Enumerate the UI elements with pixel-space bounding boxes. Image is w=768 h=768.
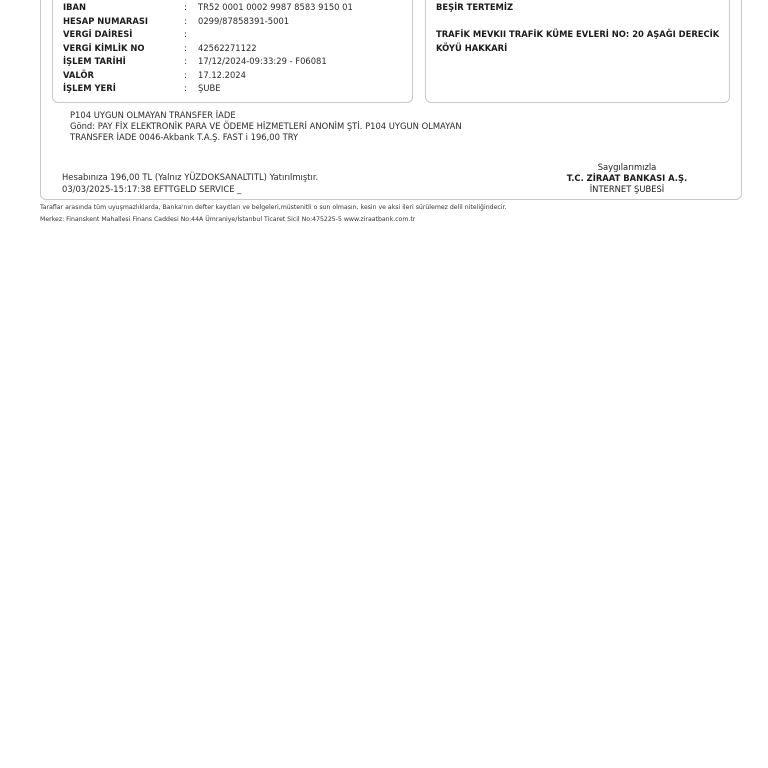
signature-branch: İNTERNET ŞUBESİ (589, 184, 665, 194)
headquarters-address: Merkez: Finanskent Mahallesi Finans Caddesi No:44A Ümraniye/İstanbul Ticaret Sicil No:475225-5 www.ziraatbank.com.tr (40, 216, 416, 223)
amount-text: Hesabınıza 196,00 TL (Yalnız YÜZDOKSANALTITL) Yatırılmıştır. (62, 172, 319, 182)
transaction-place-value: ŞUBE (198, 83, 221, 93)
description-line3: TRANSFER İADE 0046-Akbank T.A.Ş. FAST i 196,00 TRY (70, 132, 299, 142)
iban-separator: : (184, 2, 187, 12)
tax-office-separator: : (184, 29, 187, 39)
transaction-place-separator: : (184, 83, 187, 93)
tax-id-value: 42562271122 (198, 42, 257, 53)
transaction-date-separator: : (184, 56, 187, 66)
transaction-date-value: 17/12/2024-09:33:29 - F06081 (198, 56, 327, 66)
signature-bank-name: T.C. ZİRAAT BANKASI A.Ş. (566, 173, 688, 183)
signature-greeting: Saygılarımızla (597, 162, 657, 172)
recipient-address-line2: KÖYÜ HAKKARİ (436, 42, 508, 53)
account-number-separator: : (184, 15, 187, 26)
transaction-date-label: İŞLEM TARİHİ (63, 56, 126, 66)
value-date-label: VALÖR (63, 69, 94, 80)
account-info-box (52, 0, 413, 103)
iban-label: IBAN (63, 2, 86, 12)
account-number-value: 0299/87858391-5001 (198, 15, 290, 26)
tax-id-separator: : (184, 42, 187, 53)
transaction-place-label: İŞLEM YERİ (63, 83, 116, 93)
tax-id-label: VERGİ KİMLİK NO (63, 42, 145, 53)
legal-disclaimer: Taraflar arasında tüm uyuşmazlıklarda, Banka'nın defter kayıtları ve belgeleri,müstenitli o sun olmasın, kesin ve aksi ileri sürülemez delil niteliğindecir. (40, 204, 507, 211)
recipient-name: BEŞİR TERTEMİZ (436, 2, 514, 12)
processing-timestamp: 03/03/2025-15:17:38 EFTTGELD SERVICE _ (62, 184, 242, 194)
account-number-label: HESAP NUMARASI (63, 15, 149, 26)
tax-office-label: VERGİ DAİRESİ (63, 29, 133, 39)
iban-value: TR52 0001 0002 9987 8583 9150 01 (198, 2, 353, 12)
value-date-separator: : (184, 69, 187, 80)
recipient-address-line1: TRAFİK MEVKII TRAFİK KÜME EVLERİ NO: 20 AŞAĞI DERECİK (436, 29, 720, 39)
description-line2: Gönd: PAY FİX ELEKTRONİK PARA VE ÖDEME HİZMETLERİ ANONİM ŞTİ. P104 UYGUN OLMAYAN (70, 121, 462, 131)
value-date-value: 17.12.2024 (198, 69, 246, 80)
description-line1: P104 UYGUN OLMAYAN TRANSFER İADE (70, 110, 236, 120)
recipient-box (425, 0, 730, 103)
